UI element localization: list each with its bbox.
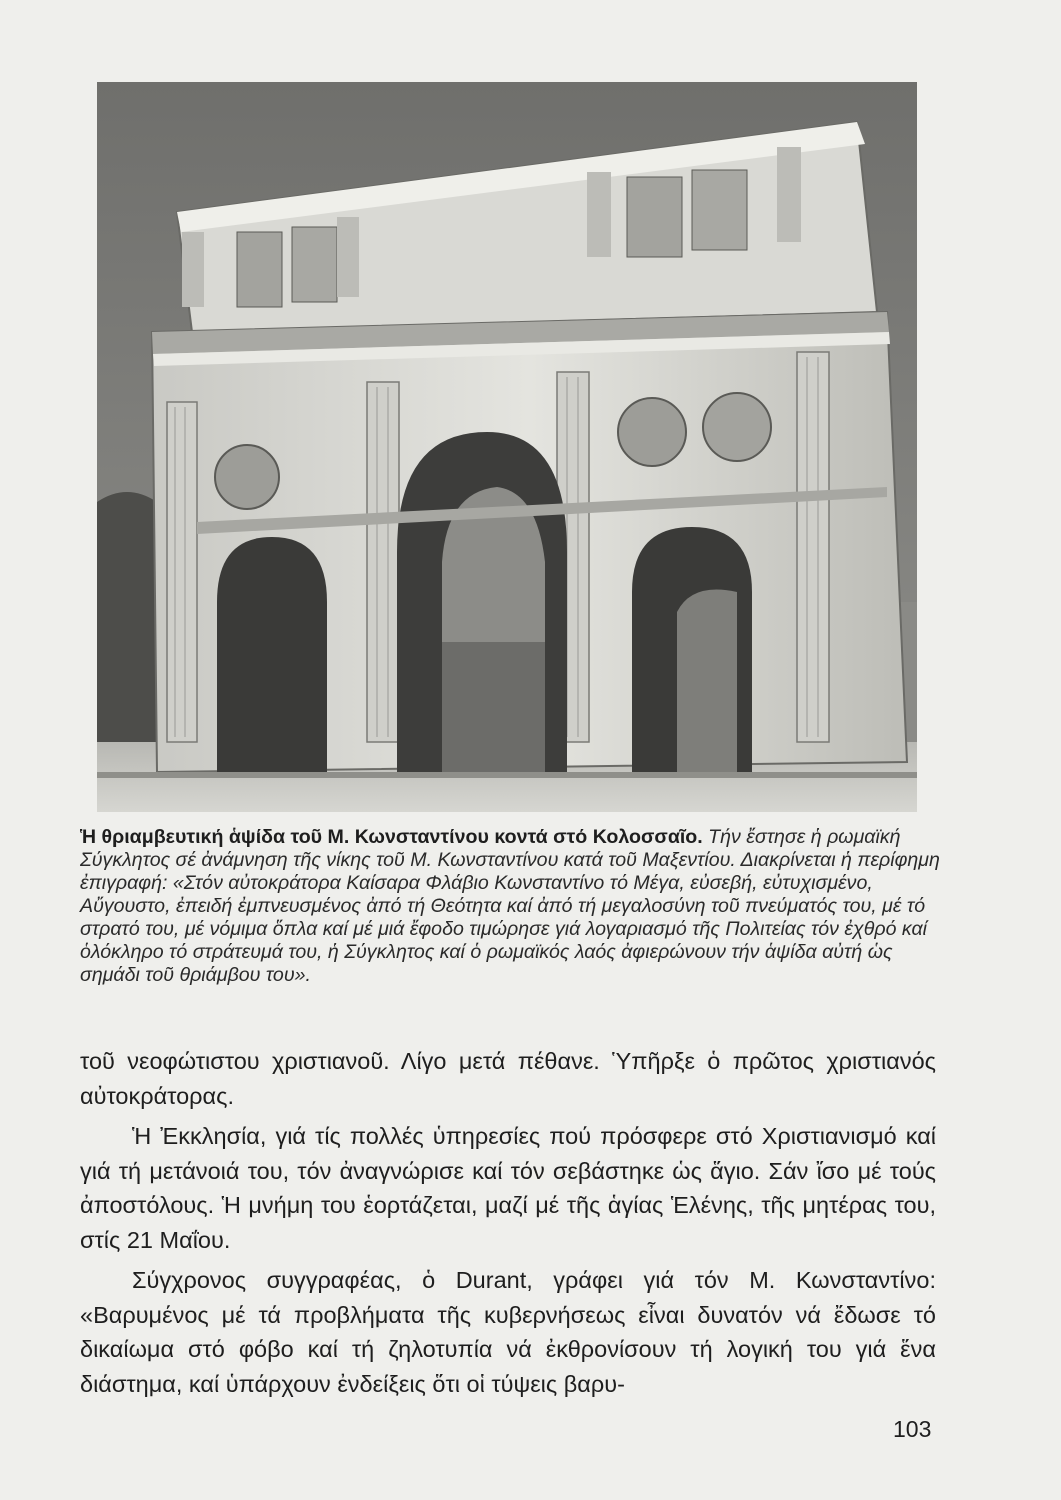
page-number: 103 [893, 1416, 932, 1442]
paragraph-2: Ἡ Ἐκκλησία, γιά τίς πολλές ὑπηρεσίες πού πρόσφερε στό Χριστιανισμό καί γιά τή μετάνοιά του, τόν ἀναγνώρισε καί τόν σεβάστηκε ὡς ἅγιο. Σάν ἴσο μέ τούς ἀποστόλους. Ἡ μνήμη του ἑορτάζεται, μαζί μέ τῆς ἁγίας Ἑλένης, τῆς μητέρας του, στίς 21 Μαΐου. [80, 1123, 936, 1253]
caption-title: Ἡ θριαμβευτική ἁψίδα τοῦ Μ. Κωνσταντίνου κοντά στό Κολοσσαῖο. [80, 826, 703, 848]
caption-description: Τήν ἔστησε ἡ ρωμαϊκή Σύγκλητος σέ ἀνάμνηση τῆς νίκης τοῦ Μ. Κωνσταντίνου κατά τοῦ Μαξεντίου. Διακρίνεται ἡ περίφημη ἐπιγραφή: «Στόν αὐτοκράτορα Καίσαρα Φλάβιο Κωνσταντίνο τό Μέγα, εὐσεβή, εὐτυχισμένο, Αὔγουστο, ἐπειδή ἐμπνευσμένος ἀπό τή Θεότητα καί ἀπό τή μεγαλοσύνη τοῦ πνεύματός του, μέ τό στρατό του, μέ νόμιμα ὅπλα καί μέ μιά ἔφοδο τιμώρησε γιά λογαριασμό τῆς Πολιτείας τόν ἐχθρό καί ὁλόκληρο τό στράτευμά του, ἡ Σύγκλητος καί ὁ ρωμαϊκός λαός ἀφιερώνουν τήν ἁψίδα αὐτή ὡς σημάδι τοῦ θριάμβου του». [80, 826, 940, 986]
arch-of-constantine-photo [97, 82, 917, 812]
figure-caption [80, 826, 940, 987]
arch-illustration [97, 82, 917, 812]
paragraph-3: Σύγχρονος συγγραφέας, ὁ Durant, γράφει γιά τόν Μ. Κωνσταντίνο: «Βαρυμένος μέ τά προβλήματα τῆς κυβερνήσεως εἶναι δυνατόν νά ἔδωσε τό δικαίωμα στό φόβο καί τή ζηλοτυπία νά ἐκθρονίσουν τή λογική του γιά ἕνα διάστημα, καί ὑπάρχουν ἐνδείξεις ὅτι οἱ τύψεις βαρυ- [80, 1267, 936, 1397]
paragraph-1: τοῦ νεοφώτιστου χριστιανοῦ. Λίγο μετά πέθανε. Ὑπῆρξε ὁ πρῶτος χριστιανός αὐτοκράτορας. [80, 1048, 936, 1109]
body-text [80, 1044, 936, 1401]
